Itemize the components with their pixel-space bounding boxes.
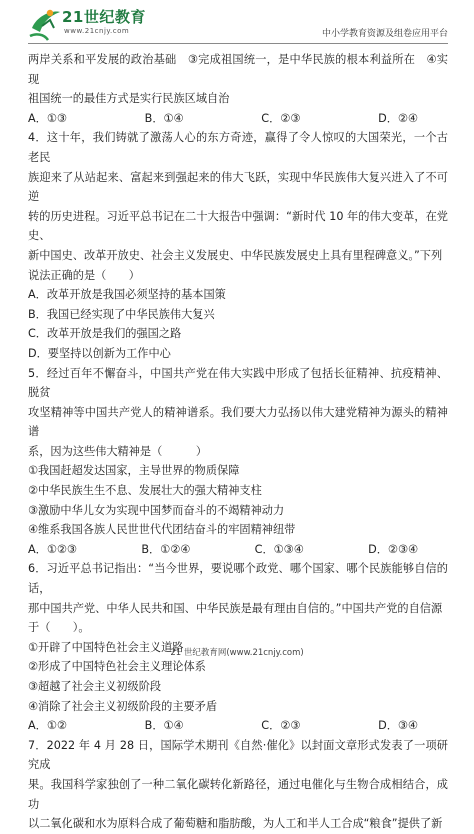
q6-option-a: A．①② [28,719,67,733]
q6-item-3: ③超越了社会主义初级阶段 [28,680,162,693]
q5-option-a: A．①②③ [28,542,77,556]
q6-stem-line-3: 于（ ）。 [28,621,90,635]
q5-item-3: ③激励中华儿女为实现中国梦而奋斗的不竭精神动力 [28,503,285,517]
q3-tail-line-2: 祖国统一的最佳方式是实行民族区域自治 [28,92,230,106]
q4-stem-line-1: 4．这十年，我们铸就了激荡人心的东方奇迹，赢得了令人惊叹的大国荣光，一个古老民 [28,131,448,164]
q5-stem-line-1: 5．经过百年不懈奋斗，中国共产党在伟大实践中形成了包括长征精神、抗疫精神、脱贫 [28,366,448,400]
q4-stem-line-2: 族迎来了从站起来、富起来到强起来的伟大飞跃，实现中华民族伟大复兴进入了不可逆 [28,170,448,204]
page-footer: 21 世纪教育网(www.21cnjy.com) [170,648,304,658]
q4-stem-line-4: 新中国史、改革开放史、社会主义发展史、中华民族发展史上具有里程碑意义。”下列 [28,248,443,262]
header-divider [28,43,448,44]
q7-stem-line-3: 以二氧化碳和水为原料合成了葡萄糖和脂肪酸，为人工和半人工合成“粮食”提供了新 [28,817,443,831]
q6-item-1: ①开辟了中国特色社会主义道路 [28,640,184,654]
q6-stem-line-1: 6．习近平总书记指出：“当今世界，要说哪个政党、哪个国家、哪个民族能够自信的话， [28,562,448,596]
q7-stem-line-1: 7．2022 年 4 月 28 日，国际学术期刊《自然·催化》以封面文章形式发表了一项研究成 [28,738,448,772]
q4-stem-line-5: 说法正确的是（ ） [28,268,140,282]
q4-stem-line-3: 转的历史进程。习近平总书记在二十大报告中强调：“新时代 10 年的伟大变革，在党史、 [28,209,448,243]
q6-option-b: B．①④ [144,719,184,733]
q6-option-c: C．②③ [261,719,301,733]
q5-item-2: ②中华民族生生不息、发展壮大的强大精神支柱 [28,484,262,498]
logo-brand-text: 21世纪教育 [62,8,146,26]
q5-stem-line-3: 系，因为这些伟大精神是（ ） [28,444,208,458]
q6-stem-line-2: 那中国共产党、中华人民共和国、中华民族是最有理由自信的。”中国共产党的自信源 [28,601,443,615]
logo-url-text: www.21cnjy.com [64,27,130,35]
exam-content [28,50,448,834]
q5-stem-line-2: 攻坚精神等中国共产党人的精神谱系。我们要大力弘扬以伟大建党精神为源头的精神谱 [28,405,448,439]
page-header [0,0,474,48]
q5-item-1: ①我国赶超发达国家，主导世界的物质保障 [28,464,240,478]
q6-item-2: ②形成了中国特色社会主义理论体系 [28,660,206,674]
q4-option-b: B．我国已经实现了中华民族伟大复兴 [28,307,215,321]
q4-option-c: C．改革开放是我们的强国之路 [28,327,182,341]
q4-option-d: D．要坚持以创新为工作中心 [28,346,171,360]
q5-option-b: B．①②④ [141,542,191,556]
site-logo [28,6,158,44]
q5-options [28,540,448,560]
q5-option-d: D．②③④ [368,542,418,556]
q3-option-a: A．①③ [28,111,67,125]
q4-option-a: A．改革开放是我国必须坚持的基本国策 [28,288,226,302]
q6-item-4: ④消除了社会主义初级阶段的主要矛盾 [28,699,218,713]
q3-option-d: D．②④ [378,111,418,125]
runner-logo-icon [28,6,62,42]
q6-options [28,716,448,736]
q3-option-b: B．①④ [144,111,184,125]
q3-option-c: C．②③ [261,111,301,125]
q7-stem-line-2: 果。我国科学家独创了一种二氧化碳转化新路径，通过电催化与生物合成相结合，成功 [28,777,448,811]
q5-item-4: ④维系我国各族人民世世代代团结奋斗的牢固精神纽带 [28,523,296,537]
q6-option-d: D．③④ [378,719,418,733]
q3-tail-line-1: 两岸关系和平发展的政治基础 ③完成祖国统一，是中华民族的根本利益所在 ④实现 [28,53,448,86]
q3-options [28,109,448,129]
header-platform-text: 中小学教育资源及组卷应用平台 [321,29,448,39]
q5-option-c: C．①③④ [254,542,304,556]
